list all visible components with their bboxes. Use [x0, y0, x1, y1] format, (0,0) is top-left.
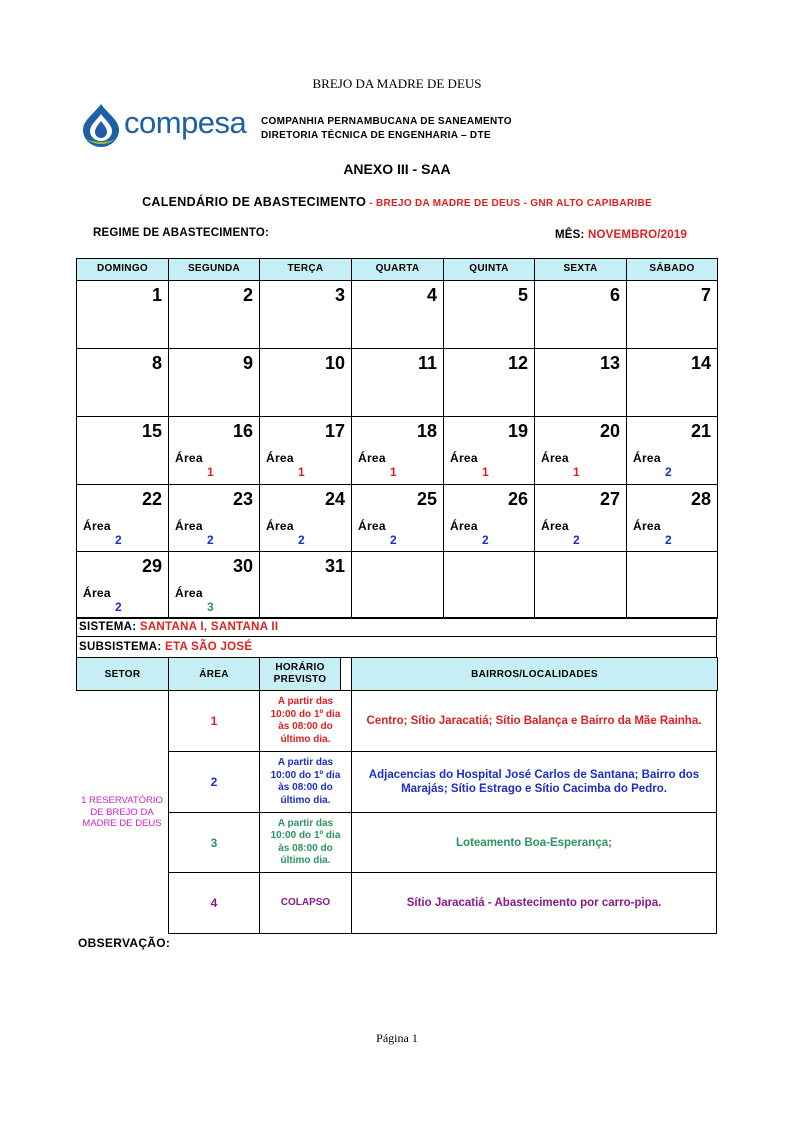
calendar-day-cell [259, 551, 352, 619]
area-label: Área [266, 519, 294, 533]
localities-text: Centro; Sítio Jaracatiá; Sítio Balança e Bairro da Mãe Rainha. [366, 715, 702, 727]
day-number: 9 [242, 353, 253, 373]
page-number: Página 1 [376, 1031, 418, 1045]
area-number: 2 [115, 533, 122, 547]
sistema-row [76, 617, 717, 637]
day-number: 11 [417, 353, 437, 373]
day-number: 13 [599, 353, 620, 373]
area-number: 2 [573, 533, 580, 547]
area-label: Área [633, 519, 661, 533]
calendar-day-cell [351, 484, 444, 552]
calendar-day-cell [626, 280, 718, 349]
area-number: 2 [482, 533, 489, 547]
calendar-day-cell [259, 416, 352, 485]
day-number: 10 [324, 353, 345, 373]
table-row-schedule [259, 872, 352, 934]
area-label: Área [450, 519, 478, 533]
area-label: Área [450, 451, 478, 465]
area-number: 3 [207, 600, 214, 614]
day-number: 26 [507, 489, 528, 509]
day-number: 14 [690, 353, 711, 373]
calendar-day-cell [626, 551, 718, 619]
area-number: 2 [390, 533, 397, 547]
calendar-day-cell [259, 484, 352, 552]
calendar-title [0, 195, 794, 209]
area-label: Área [541, 519, 569, 533]
area-value: 1 [210, 714, 218, 728]
subsistema-value: ETA SÃO JOSÉ [165, 641, 253, 653]
table-header-bairros: BAIRROS/LOCALIDADES [351, 657, 718, 691]
calendar-day-cell [168, 484, 260, 552]
day-number: 15 [141, 421, 162, 441]
company-name: COMPANHIA PERNAMBUCANA DE SANEAMENTO [261, 116, 512, 127]
day-number: 27 [599, 489, 620, 509]
calendar-day-cell [626, 348, 718, 417]
day-number: 31 [324, 556, 345, 576]
sistema-value: SANTANA I, SANTANA II [139, 621, 279, 633]
calendar-day-cell [534, 280, 627, 349]
area-label: Área [358, 451, 386, 465]
company-info [261, 115, 512, 143]
calendar-day-cell [351, 348, 444, 417]
calendar-day-cell [534, 484, 627, 552]
calendar-day-cell [534, 348, 627, 417]
area-number: 2 [298, 533, 305, 547]
calendar-title-sub: - BREJO DA MADRE DE DEUS - GNR ALTO CAPIBARIBE [366, 198, 652, 209]
area-label: Área [358, 519, 386, 533]
calendar-day-cell [443, 551, 535, 619]
sector-cell [76, 690, 169, 934]
month-label [555, 229, 687, 241]
weekday-header: QUARTA [351, 258, 444, 281]
area-label: Área [83, 519, 111, 533]
calendar-day-cell [76, 551, 169, 619]
calendar-day-cell [168, 416, 260, 485]
table-row-schedule [259, 690, 352, 752]
day-number: 2 [242, 285, 253, 305]
localities-text: Loteamento Boa-Esperança; [456, 836, 612, 849]
area-value: 2 [210, 775, 218, 789]
calendar-day-cell [443, 484, 535, 552]
area-value: 3 [210, 835, 218, 850]
calendar-day-cell [443, 348, 535, 417]
day-number: 23 [232, 489, 253, 509]
sistema-label: SISTEMA: [79, 621, 140, 633]
calendar-day-cell [168, 348, 260, 417]
table-row-area [168, 751, 260, 813]
table-row-area [168, 872, 260, 934]
table-row-localities [351, 812, 717, 873]
day-number: 6 [609, 285, 620, 305]
table-row-localities [351, 872, 717, 934]
day-number: 18 [416, 421, 437, 441]
table-row-localities [351, 690, 717, 752]
area-label: Área [83, 586, 111, 600]
area-number: 2 [207, 533, 214, 547]
calendar-day-cell [168, 551, 260, 619]
day-number: 1 [151, 285, 162, 305]
day-number: 29 [141, 556, 162, 576]
water-drop-icon [80, 103, 122, 147]
table-header-area: ÁREA [168, 657, 260, 691]
supply-regime-label: REGIME DE ABASTECIMENTO: [93, 227, 270, 239]
month-label-text: MÊS: [555, 229, 588, 241]
calendar-day-cell [534, 416, 627, 485]
day-number: 22 [141, 489, 162, 509]
area-number: 1 [390, 465, 397, 479]
observation-label: OBSERVAÇÃO: [78, 936, 171, 950]
weekday-header: SEGUNDA [168, 258, 260, 281]
area-number: 1 [573, 465, 580, 479]
weekday-header: SEXTA [534, 258, 627, 281]
day-number: 25 [416, 489, 437, 509]
calendar-day-cell [626, 416, 718, 485]
area-number: 1 [207, 465, 214, 479]
calendar-day-cell [626, 484, 718, 552]
day-number: 17 [324, 421, 345, 441]
day-number: 8 [151, 353, 162, 373]
table-row-area [168, 690, 260, 752]
weekday-header: SÁBADO [626, 258, 718, 281]
table-row-schedule [259, 751, 352, 813]
company-department: DIRETORIA TÉCNICA DE ENGENHARIA – DTE [261, 130, 491, 141]
day-number: 20 [599, 421, 620, 441]
weekday-header: TERÇA [259, 258, 352, 281]
table-row-schedule [259, 812, 352, 873]
day-number: 4 [426, 285, 437, 305]
schedule-text: COLAPSO [280, 896, 331, 908]
calendar-day-cell [443, 280, 535, 349]
subsistema-label: SUBSISTEMA: [79, 641, 166, 653]
area-label: Área [541, 451, 569, 465]
day-number: 21 [690, 421, 711, 441]
weekday-header: QUINTA [443, 258, 535, 281]
calendar-day-cell [76, 416, 169, 485]
calendar-day-cell [351, 416, 444, 485]
weekday-header: DOMINGO [76, 258, 169, 281]
table-header-setor: SETOR [76, 657, 169, 691]
calendar-day-cell [534, 551, 627, 619]
area-label: Área [175, 519, 203, 533]
calendar-day-cell [351, 280, 444, 349]
area-label: Área [633, 451, 661, 465]
calendar-day-cell [259, 348, 352, 417]
subsistema-row [76, 636, 717, 658]
schedule-text: A partir das 10:00 do 1º dia às 08:00 do último dia. [270, 817, 341, 866]
area-number: 1 [298, 465, 305, 479]
document-header-city: BREJO DA MADRE DE DEUS [312, 76, 482, 91]
area-label: Área [175, 451, 203, 465]
sector-name: 1 RESERVATÓRIO DE BREJO DA MADRE DE DEUS [81, 795, 163, 830]
localities-text: Adjacencias do Hospital José Carlos de Santana; Bairro dos Marajás; Sítio Estrago e Sítio Cacimba do Pedro. [368, 769, 700, 795]
day-number: 16 [232, 421, 253, 441]
area-number: 1 [482, 465, 489, 479]
calendar-day-cell [443, 416, 535, 485]
area-number: 2 [665, 533, 672, 547]
brand-name: compesa [124, 105, 247, 140]
calendar-title-main: CALENDÁRIO DE ABASTECIMENTO [142, 195, 367, 209]
day-number: 30 [232, 556, 253, 576]
calendar-day-cell [76, 484, 169, 552]
compesa-logo [80, 103, 260, 149]
area-label: Área [175, 586, 203, 600]
day-number: 5 [517, 285, 528, 305]
day-number: 3 [334, 285, 345, 305]
calendar-day-cell [351, 551, 444, 619]
month-value: NOVEMBRO/2019 [587, 229, 688, 241]
day-number: 24 [324, 489, 345, 509]
localities-text: Sítio Jaracatiá - Abastecimento por carro-pipa. [406, 897, 662, 909]
schedule-text: A partir das 10:00 do 1º dia às 08:00 do último dia. [270, 757, 341, 806]
table-row-localities [351, 751, 717, 813]
area-label: Área [266, 451, 294, 465]
schedule-text: A partir das 10:00 do 1º dia às 08:00 do último dia. [270, 696, 341, 745]
calendar-day-cell [76, 280, 169, 349]
table-row-area [168, 812, 260, 873]
day-number: 12 [507, 353, 528, 373]
day-number: 7 [700, 285, 711, 305]
annex-title: ANEXO III - SAA [343, 161, 451, 177]
calendar-day-cell [76, 348, 169, 417]
area-number: 2 [665, 465, 672, 479]
area-value: 4 [210, 896, 218, 910]
calendar-day-cell [259, 280, 352, 349]
day-number: 28 [690, 489, 711, 509]
day-number: 19 [507, 421, 528, 441]
table-header-horario: HORÁRIO PREVISTO [259, 657, 341, 691]
area-number: 2 [115, 600, 122, 614]
calendar-day-cell [168, 280, 260, 349]
